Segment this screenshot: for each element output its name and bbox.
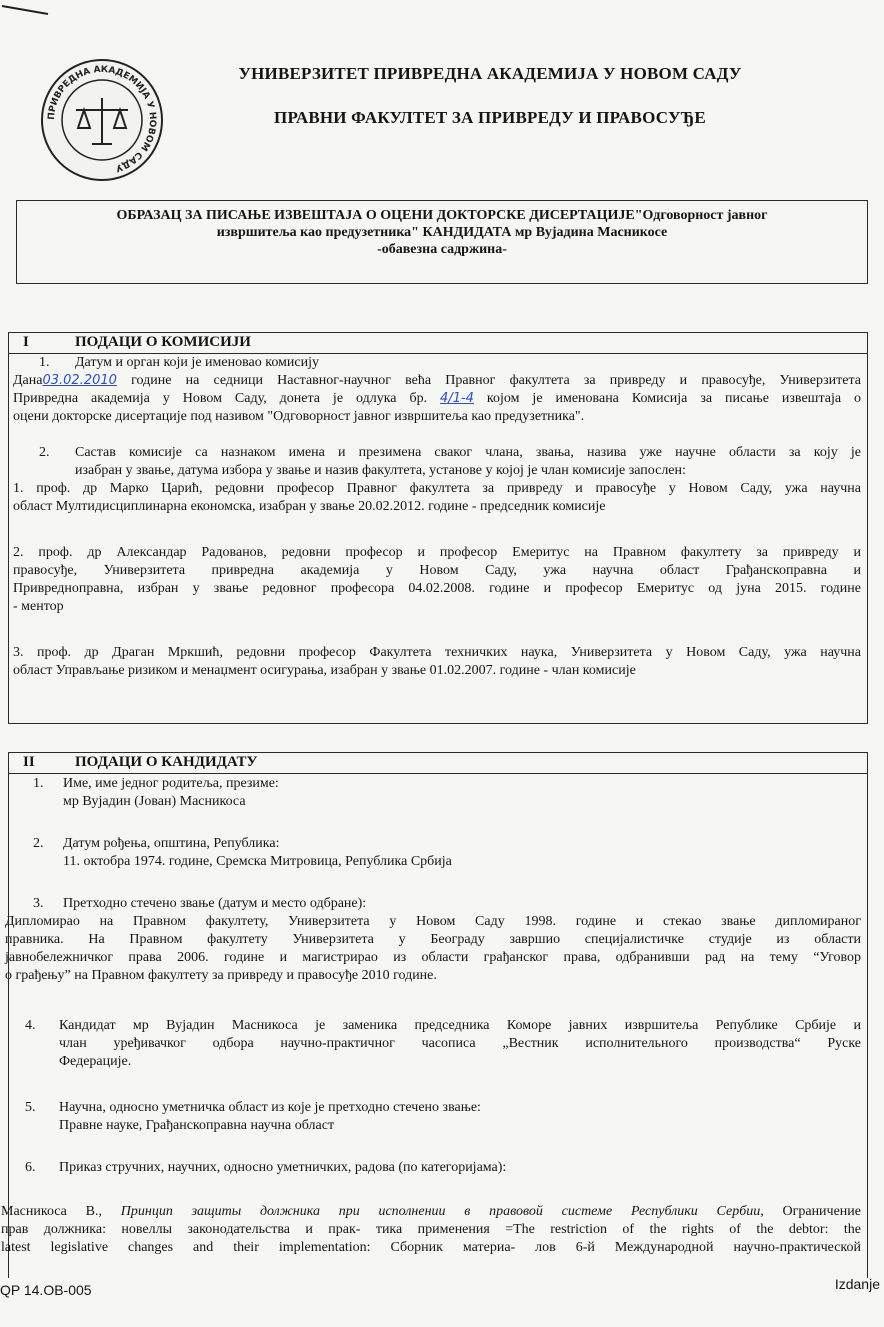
handwritten-date: 03.02.2010: [42, 373, 117, 388]
university-name: УНИВЕРЗИТЕТ ПРИВРЕДНА АКАДЕМИЈА У НОВОМ САДУ: [238, 64, 742, 83]
paragraph-line: о грађењу” на Правном факултету за привреду и правосуђе 2010 године.: [5, 968, 437, 983]
item-value: мр Вујадин (Јован) Масникоса: [63, 794, 246, 809]
paragraph-line: Кандидат мр Вујадин Масникоса је заменика председника Коморе јавних извршитеља Републике Србије и: [59, 1018, 861, 1033]
section-candidate: [1, 752, 868, 1278]
section-title: ПОДАЦИ О КОМИСИЈИ: [75, 334, 251, 350]
item-number: 3.: [33, 896, 44, 911]
item-label: Састав комисије са назнаком имена и презимена сваког члана, звања, назива уже научне области за коју је: [75, 445, 861, 460]
member-line: Привредноправна, избран у звање редовног професора 04.02.2008. године и професор Емеритус од јуна 2015. године: [13, 581, 861, 596]
title-line-1: ОБРАЗАЦ ЗА ПИСАЊЕ ИЗВЕШТАЈА О ОЦЕНИ ДОКТОРСКЕ ДИСЕРТАЦИЈЕ"Одговорност јавног: [116, 208, 768, 223]
document-title-box: [16, 200, 868, 284]
item-label: Претходно стечено звање (датум и место одбране):: [63, 896, 367, 911]
item-number: 6.: [25, 1160, 36, 1175]
reference-title: Принцип защиты должника при исполнении в правовой системе Республики Сербии: [120, 1204, 761, 1219]
reference-line: latest legislative changes and their implementation: Сборник материа- лов 6-й Международной научно-практической: [1, 1240, 861, 1255]
faculty-name: ПРАВНИ ФАКУЛТЕТ ЗА ПРИВРЕДУ И ПРАВОСУЂЕ: [274, 108, 706, 127]
reference-line: Масникоса В., Принцип защиты должника при исполнении в правовой системе Республики Сербии, Ограничение: [1, 1204, 862, 1219]
section-number: I: [23, 334, 29, 350]
title-line-3: -обавезна садржина-: [377, 242, 507, 257]
pen-stroke-mark: [0, 0, 60, 20]
member-line: 2. проф. др Александар Радованов, редовни професор и професор Емеритус на Правном факултету за привреду и: [13, 545, 861, 560]
member-line: правосуђе, Универзитета привредна академија у Новом Саду, ужа научна област Грађанскоправна и: [13, 563, 861, 578]
section-title: ПОДАЦИ О КАНДИДАТУ: [75, 754, 258, 770]
seal-text: ПРИВРЕДНА АКАДЕМИЈА У НОВОМ САДУ: [46, 64, 158, 174]
item-number: 2.: [39, 445, 50, 460]
form-code: QP 14.OB-005: [0, 1282, 92, 1298]
item-label: изабран у звање, датума избора у звање и назив факултета, установе у којој је члан комисије запослен:: [75, 463, 686, 478]
paragraph-line: Дана03.02.2010 године на седници Наставног-научног већа Правног факултета за привреду и правосуђе, Универзитета: [13, 373, 861, 388]
section-header: [9, 333, 867, 354]
item-number: 5.: [25, 1100, 36, 1115]
item-label: Приказ стручних, научних, односно уметничких, радова (по категоријама):: [59, 1160, 507, 1175]
item-number: 2.: [33, 836, 44, 851]
edition-label: Izdanje: [834, 1276, 880, 1292]
item-number: 1.: [33, 776, 44, 791]
member-line: - ментор: [13, 599, 64, 614]
title-line-2: извршитеља као предузетника" КАНДИДАТА мр Вујадина Масникосе: [216, 225, 668, 240]
member-line: област Управљање ризиком и менаџмент осигурања, изабран у звање 01.02.2007. године - члан комисије: [13, 663, 636, 678]
handwritten-decision-number: 4/1-4: [440, 391, 474, 406]
item-label: Име, име једног родитеља, презиме:: [63, 776, 279, 791]
item-value: 11. октобра 1974. године, Сремска Митровица, Република Србија: [63, 854, 452, 869]
section-commission: [8, 332, 868, 724]
item-label: Датум рођења, општина, Република:: [63, 836, 280, 851]
reference-author: Масникоса В.,: [1, 1204, 102, 1219]
paragraph-line: Федерације.: [59, 1054, 132, 1069]
item-value: Правне науке, Грађанскоправна научна област: [59, 1118, 335, 1133]
paragraph-line: члан уређивачког одбора научно-практичног часописа „Вестник исполнительного производства“ Руске: [59, 1036, 861, 1051]
reference-line: прав должника: новеллы законодательства и прак- тика применения =The restriction of the rights of the debtor: the: [1, 1222, 861, 1237]
member-line: област Мултидисциплинарна економска, изабран у звање 20.02.2012. године - председник комисије: [13, 499, 606, 514]
paragraph-line: јавнобележничког права 2006. године и магистрирао из области грађанског права, одбранивши рад на тему “Уговор: [5, 950, 861, 965]
item-label: Датум и орган који је именовао комисију: [75, 355, 319, 370]
section-number: II: [23, 754, 35, 770]
paragraph-line: Привредна академија у Новом Саду, донета је одлука бр. 4/1-4 којом је именована Комисија за писање извештаја о: [13, 391, 862, 406]
member-line: 1. проф. др Марко Царић, редовни професор Правног факултета за привреду и правосуђе у Новом Саду, ужа научна: [13, 481, 861, 496]
section-header: [9, 753, 867, 774]
item-number: 1.: [39, 355, 50, 370]
item-label: Научна, односно уметничка област из које је претходно стечено звање:: [59, 1100, 481, 1115]
paragraph-line: Дипломирао на Правном факултету, Универзитета у Новом Саду 1998. године и стекао звање дипломираног: [5, 914, 861, 929]
paragraph-line: оцени докторске дисертације под називом "Одговорност јавног извршитеља као предузетника".: [13, 409, 585, 424]
item-number: 4.: [25, 1018, 36, 1033]
member-line: 3. проф. др Драган Мркшић, редовни професор Факултета техничких наука, Универзитета у Новом Саду, ужа научна: [13, 645, 861, 660]
university-seal-icon: [40, 58, 164, 182]
paragraph-line: правника. На Правном факултету Универзитета у Београду завршио специјалистичке студије из области: [5, 932, 861, 947]
